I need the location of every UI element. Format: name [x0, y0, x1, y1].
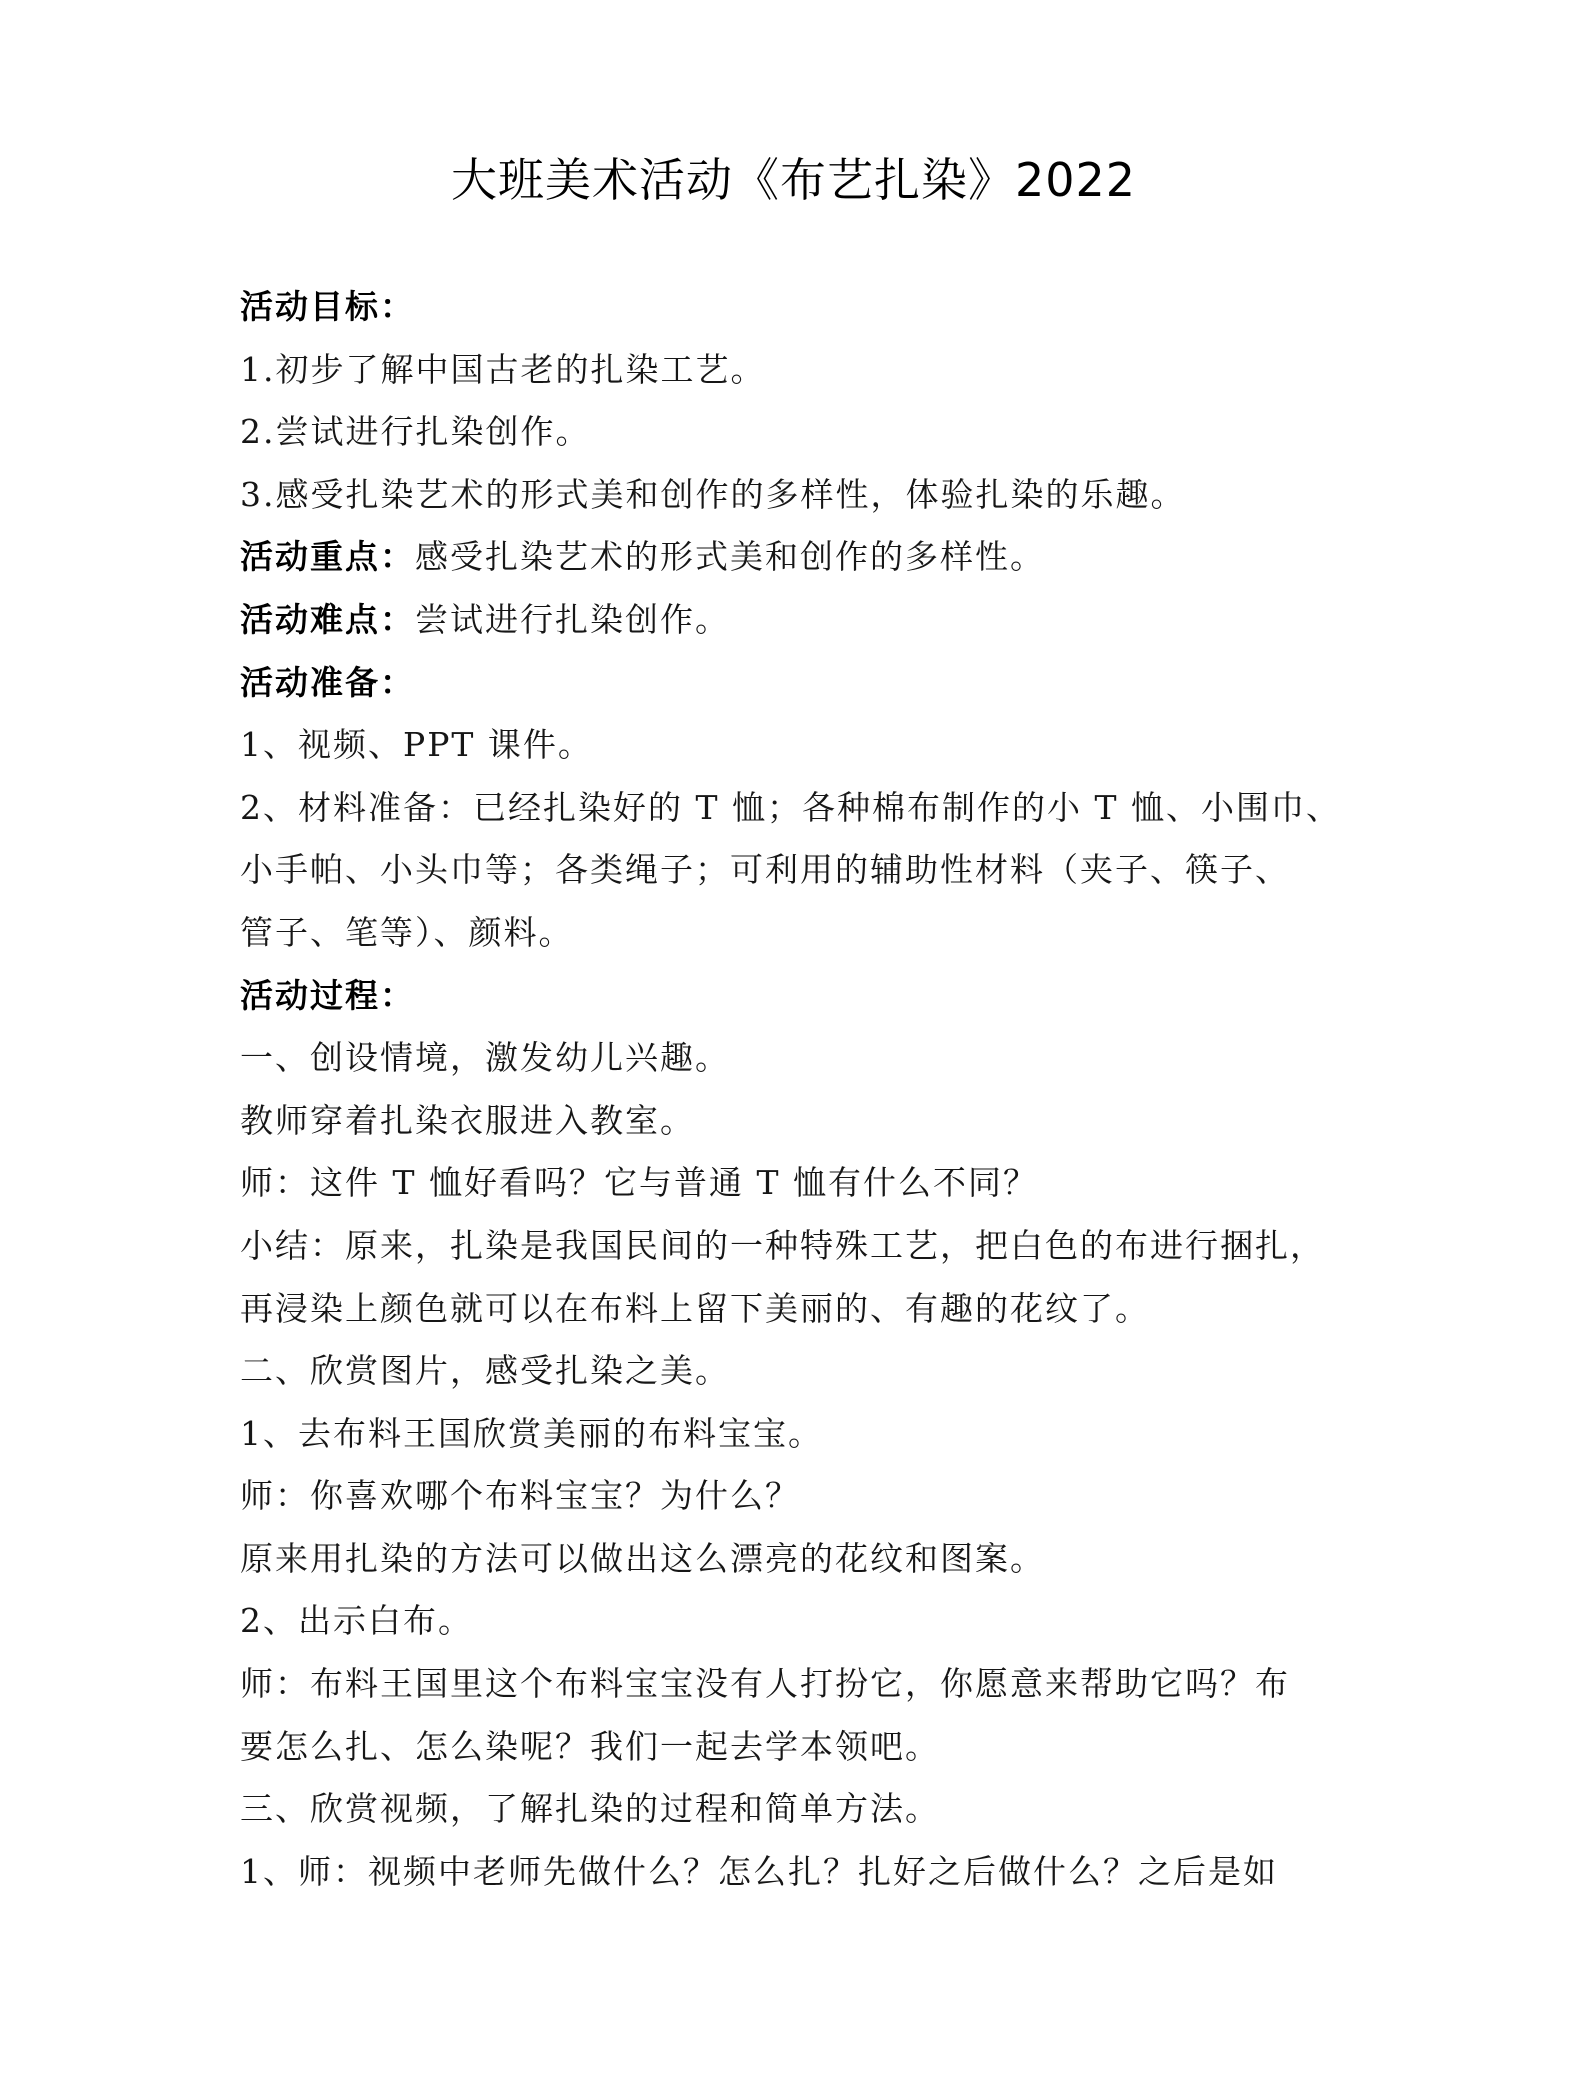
process-line: 一、创设情境，激发幼儿兴趣。 [240, 1038, 730, 1078]
process-heading: 活动过程： [240, 975, 415, 1015]
process-line: 1、去布料王国欣赏美丽的布料宝宝。 [240, 1413, 823, 1453]
preparation-line: 管子、笔等）、颜料。 [240, 912, 574, 952]
process-line: 师：这件 T 恤好看吗？它与普通 T 恤有什么不同？ [240, 1163, 1038, 1203]
process-line: 师：你喜欢哪个布料宝宝？为什么？ [240, 1476, 800, 1516]
preparation-line: 1、视频、PPT 课件。 [240, 725, 593, 765]
process-line: 三、欣赏视频，了解扎染的过程和简单方法。 [240, 1789, 940, 1829]
process-line: 二、欣赏图片，感受扎染之美。 [240, 1351, 730, 1391]
process-line: 师：布料王国里这个布料宝宝没有人打扮它，你愿意来帮助它吗？布 [240, 1664, 1290, 1704]
process-line: 再浸染上颜色就可以在布料上留下美丽的、有趣的花纹了。 [240, 1288, 1150, 1328]
process-line: 1、师：视频中老师先做什么？怎么扎？扎好之后做什么？之后是如 [240, 1851, 1278, 1891]
difficulty-text: 尝试进行扎染创作。 [415, 599, 730, 639]
goal-item: 3.感受扎染艺术的形式美和创作的多样性，体验扎染的乐趣。 [240, 474, 1186, 514]
preparation-line: 2、材料准备：已经扎染好的 T 恤；各种棉布制作的小 T 恤、小围巾、 [240, 787, 1341, 827]
document-title: 大班美术活动《布艺扎染》2022 [450, 153, 1137, 207]
process-line: 原来用扎染的方法可以做出这么漂亮的花纹和图案。 [240, 1538, 1045, 1578]
goal-item: 1.初步了解中国古老的扎染工艺。 [240, 349, 766, 389]
document-body [240, 276, 1350, 1903]
key-point-label: 活动重点： [240, 537, 415, 577]
process-line: 教师穿着扎染衣服进入教室。 [240, 1100, 695, 1140]
difficulty-label: 活动难点： [240, 599, 415, 639]
preparation-heading: 活动准备： [240, 662, 415, 702]
preparation-line: 小手帕、小头巾等；各类绳子；可利用的辅助性材料（夹子、筷子、 [240, 850, 1290, 890]
goals-heading: 活动目标： [240, 287, 415, 326]
goal-item: 2.尝试进行扎染创作。 [240, 412, 591, 452]
key-point-line [240, 526, 1350, 589]
process-line: 要怎么扎、怎么染呢？我们一起去学本领吧。 [240, 1726, 940, 1766]
process-line: 2、出示白布。 [240, 1601, 473, 1641]
key-point-text: 感受扎染艺术的形式美和创作的多样性。 [415, 537, 1045, 577]
difficulty-line [240, 589, 1350, 652]
process-line: 小结：原来，扎染是我国民间的一种特殊工艺，把白色的布进行捆扎， [240, 1225, 1325, 1265]
